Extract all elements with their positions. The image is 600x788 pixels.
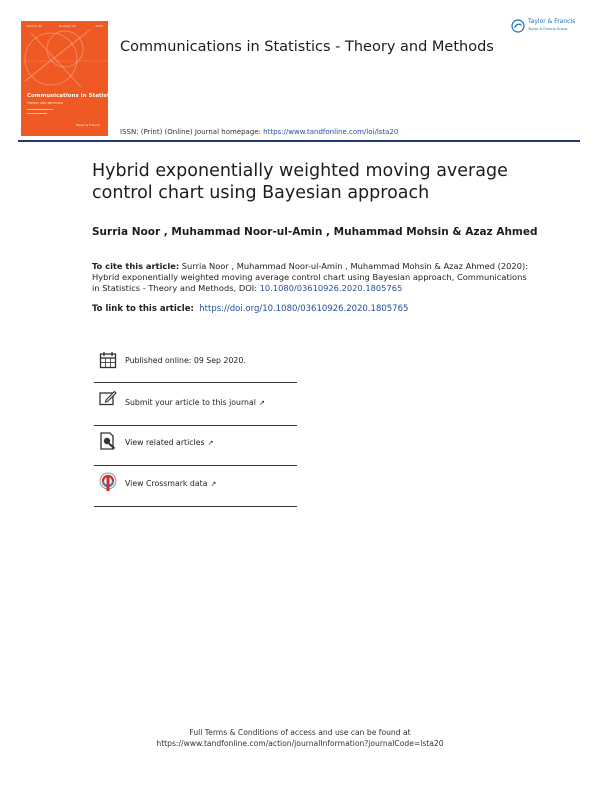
article-link-label: To link to this article: — [92, 304, 194, 314]
crossmark-icon — [99, 472, 117, 492]
journal-title[interactable]: Communications in Statistics - Theory and Methods — [120, 39, 494, 55]
article-authors: Surria Noor , Muhammad Noor-ul-Amin , Muhammad Mohsin & Azaz Ahmed — [92, 226, 538, 238]
article-doi-link[interactable]: https://doi.org/10.1080/03610926.2020.1805765 — [199, 304, 409, 314]
issn-label: ISSN: (Print) (Online) Journal homepage: — [120, 128, 264, 136]
cover-year: 2020 — [95, 24, 103, 28]
crossmark-text: View Crossmark data — [125, 479, 208, 488]
crossmark-link[interactable] — [125, 479, 216, 488]
cover-divider — [27, 113, 47, 114]
header-divider — [18, 140, 580, 142]
related-articles-icon — [99, 432, 117, 450]
publisher-logo-icon — [511, 19, 525, 33]
calendar-icon — [99, 351, 117, 369]
cover-publisher: Taylor & Francis — [76, 123, 100, 127]
submit-article-text: Submit your article to this journal — [125, 398, 256, 407]
info-divider — [94, 425, 297, 426]
publisher-logo-tagline: Taylor & Francis Group — [528, 27, 568, 31]
cover-subtitle: THEORY AND METHODS — [27, 101, 63, 105]
external-link-icon: ↗ — [258, 399, 265, 407]
publisher-logo-name: Taylor & Francis — [528, 18, 576, 25]
article-link-line — [92, 304, 408, 314]
edit-icon — [99, 390, 117, 406]
related-articles-text: View related articles — [125, 438, 205, 447]
issn-line — [120, 128, 398, 136]
publisher-logo[interactable] — [511, 18, 581, 36]
cover-volume: Volume 49 — [26, 24, 42, 28]
cover-pattern — [21, 21, 108, 136]
journal-homepage-link[interactable]: https://www.tandfonline.com/loi/lsta20 — [263, 128, 399, 136]
cover-title: Communications in Statistics — [27, 93, 119, 99]
footer — [0, 727, 600, 749]
external-link-icon: ↗ — [210, 480, 217, 488]
citation-label: To cite this article: — [92, 261, 180, 271]
info-divider — [94, 465, 297, 466]
citation-block — [92, 261, 532, 295]
journal-cover[interactable] — [21, 21, 119, 136]
submit-article-link[interactable] — [125, 398, 265, 407]
related-articles-link[interactable] — [125, 438, 213, 447]
footer-terms-text: Full Terms & Conditions of access and use can be found at — [189, 728, 411, 737]
external-link-icon: ↗ — [207, 439, 214, 447]
published-online-text: Published online: 09 Sep 2020. — [125, 356, 246, 365]
cover-issue: Number 20 — [59, 24, 76, 28]
citation-doi[interactable]: 10.1080/03610926.2020.1805765 — [259, 283, 403, 294]
article-title: Hybrid exponentially weighted moving average control chart using Bayesian approach — [92, 161, 508, 203]
citation-text: Surria Noor , Muhammad Noor-ul-Amin , Muhammad Mohsin & Azaz Ahmed (2020): Hybrid exponentially weighted moving average control chart using Bayesian approach, Communications in Statistics - Theory and Methods, DOI: — [92, 261, 529, 294]
info-divider — [94, 382, 297, 383]
footer-terms-link[interactable]: https://www.tandfonline.com/action/journalInformation?journalCode=lsta20 — [156, 739, 444, 748]
cover-divider — [27, 109, 53, 110]
info-divider — [94, 506, 297, 507]
